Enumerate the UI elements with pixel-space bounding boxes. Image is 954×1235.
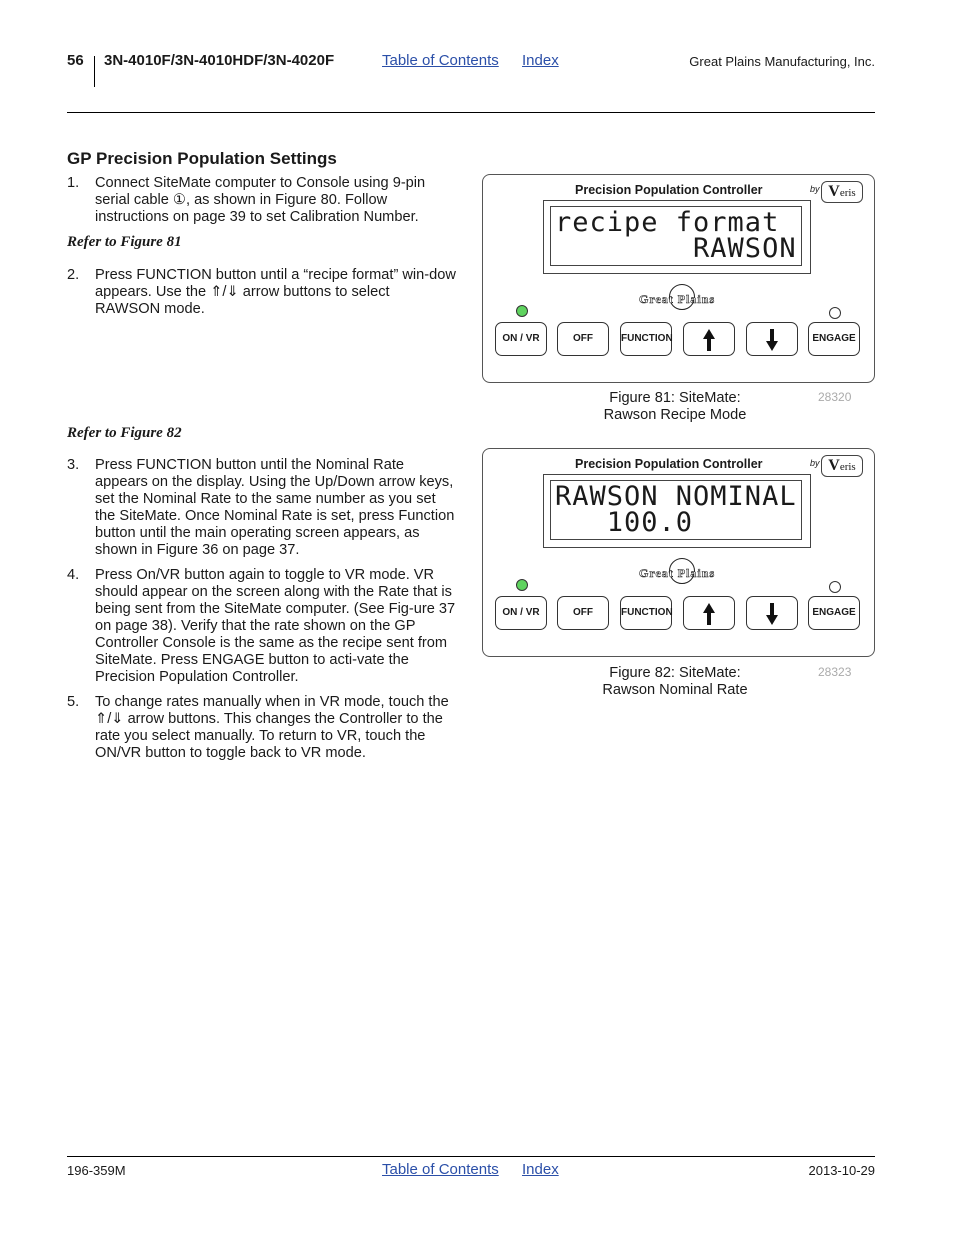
controller-figure-82	[482, 448, 875, 657]
footer-toc-link[interactable]: Table of Contents	[382, 1161, 499, 1178]
by-label: by	[810, 184, 820, 194]
doc-number: 196-359M	[67, 1163, 126, 1178]
status-led-green	[516, 579, 528, 591]
great-plains-logo: Great Plains	[639, 566, 715, 581]
footer-index-link[interactable]: Index	[522, 1161, 559, 1178]
figure-reference-81: Refer to Figure 81	[67, 234, 182, 250]
function-button[interactable]: FUNCTION	[620, 596, 672, 630]
step-5: 5. To change rates manually when in VR mode, touch the ⇑/⇓ arrow buttons. This changes the Controller to the rate you select manually. To return to VR, touch the ON/VR button to toggle back to VR mode.	[67, 694, 449, 761]
arrow-down-icon	[766, 603, 778, 625]
arrow-up-icon	[703, 603, 715, 625]
lcd-screen	[550, 206, 802, 266]
controller-figure-81	[482, 174, 875, 383]
lcd-screen	[550, 480, 802, 540]
arrow-up-icon	[703, 329, 715, 351]
engage-button[interactable]: ENGAGE	[808, 596, 860, 630]
off-button[interactable]: OFF	[557, 596, 609, 630]
down-button[interactable]	[746, 596, 798, 630]
lcd-line-1: RAWSON NOMINAL	[555, 481, 797, 512]
down-button[interactable]	[746, 322, 798, 356]
section-title: GP Precision Population Settings	[67, 149, 337, 168]
arrow-down-icon	[766, 329, 778, 351]
lcd-line-2: 100.0	[555, 507, 694, 538]
step-2: 2. Press FUNCTION button until a “recipe format” win-dow appears. Use the ⇑/⇓ arrow buttons to select RAWSON mode.	[67, 267, 456, 317]
engage-led	[829, 307, 841, 319]
page-number: 56	[67, 52, 84, 69]
lcd-display	[543, 474, 811, 548]
lcd-display	[543, 200, 811, 274]
veris-logo: Veris	[821, 455, 863, 477]
great-plains-logo: Great Plains	[639, 292, 715, 307]
step-3: 3. Press FUNCTION button until the Nominal Rate appears on the display. Using the Up/Down arrow keys, set the Nominal Rate to the same number as you set the SiteMate. Once Nominal Rate is set, press Function button until the main operating screen appears, as shown in Figure 36 on page 37.	[67, 457, 455, 558]
status-led-green	[516, 305, 528, 317]
lcd-line-2: RAWSON	[555, 233, 797, 264]
company-name: Great Plains Manufacturing, Inc.	[689, 54, 875, 69]
engage-led	[829, 581, 841, 593]
index-link[interactable]: Index	[522, 52, 559, 69]
on-vr-button[interactable]: ON / VR	[495, 596, 547, 630]
off-button[interactable]: OFF	[557, 322, 609, 356]
figure-82-caption: Figure 82: SiteMate: Rawson Nominal Rate	[602, 665, 748, 698]
veris-logo: Veris	[821, 181, 863, 203]
header-divider	[94, 56, 95, 87]
toc-link[interactable]: Table of Contents	[382, 52, 499, 69]
engage-button[interactable]: ENGAGE	[808, 322, 860, 356]
figure-81-caption: Figure 81: SiteMate: Rawson Recipe Mode	[603, 390, 747, 423]
figure-reference-82: Refer to Figure 82	[67, 425, 182, 441]
step-4: 4. Press On/VR button again to toggle to VR mode. VR should appear on the screen along with the Rate that is being sent from the SiteMate computer. (See Fig-ure 37 on page 38). Verify that the rate shown on the GP Controller Console is the same as the recipe sent from SiteMate. Press ENGAGE button to acti-vate the Precision Population Controller.	[67, 567, 456, 685]
controller-title: Precision Population Controller	[575, 183, 763, 197]
footer-date: 2013-10-29	[808, 1163, 875, 1178]
function-button[interactable]: FUNCTION	[620, 322, 672, 356]
controller-title: Precision Population Controller	[575, 457, 763, 471]
steps-block-2	[67, 425, 457, 762]
on-vr-button[interactable]: ON / VR	[495, 322, 547, 356]
footer-rule	[67, 1156, 875, 1157]
figure-82-id: 28323	[818, 665, 852, 679]
lcd-line-1: recipe format	[555, 207, 780, 238]
up-button[interactable]	[683, 596, 735, 630]
by-label: by	[810, 458, 820, 468]
steps-block-1	[67, 175, 457, 318]
figure-81-id: 28320	[818, 390, 852, 404]
header-rule	[67, 112, 875, 113]
step-1: 1. Connect SiteMate computer to Console using 9-pin serial cable ①, as shown in Figure 80. Follow instructions on page 39 to set Calibration Number.	[67, 175, 426, 225]
up-button[interactable]	[683, 322, 735, 356]
model-title: 3N-4010F/3N-4010HDF/3N-4020F	[104, 52, 335, 69]
